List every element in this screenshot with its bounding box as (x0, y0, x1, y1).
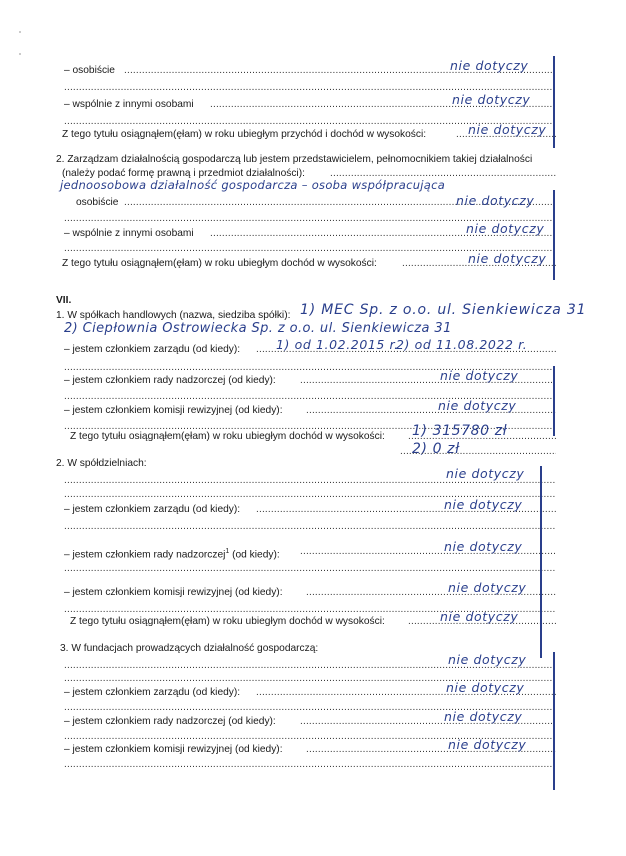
hw-dochod-2: 2) 0 zł (412, 441, 460, 457)
row-komisja-2 (0, 586, 626, 600)
dotted-line (64, 520, 556, 534)
hw-nie-dotyczy: nie dotyczy (452, 92, 531, 107)
ink-margin-line (553, 652, 555, 790)
row-komisja-1 (0, 404, 626, 418)
hw-nie-dotyczy: nie dotyczy (446, 680, 525, 695)
label-dochod: Z tego tytułu osiągnąłem(ęłam) w roku ubiegłym dochód w wysokości: (62, 258, 377, 269)
ink-margin-line (553, 190, 555, 280)
row-zarzad-2 (0, 503, 626, 517)
hw-nie-dotyczy: nie dotyczy (444, 497, 523, 512)
hw-dochod-1: 1) 315780 zł (412, 423, 508, 439)
hw-nie-dotyczy: nie dotyczy (448, 580, 527, 595)
hw-spolka-2: 2) Ciepłownia Ostrowiecka Sp. z o.o. ul. Sienkiewicza 31 (64, 321, 452, 336)
row-dochod-vii1 (0, 430, 626, 444)
row-vii-3 (0, 642, 626, 656)
hw-nie-dotyczy: nie dotyczy (444, 539, 523, 554)
hw-nie-dotyczy: nie dotyczy (450, 58, 529, 73)
hw-zarzad-od-2: 2) od 11.08.2022 r. (396, 337, 528, 352)
row-blank (0, 488, 626, 502)
hw-nie-dotyczy: nie dotyczy (438, 398, 517, 413)
hw-nie-dotyczy: nie dotyczy (448, 737, 527, 752)
scan-speck (19, 31, 21, 33)
row-blank (0, 361, 626, 375)
label-wspolnie: – wspólnie z innymi osobami (64, 99, 194, 110)
ink-margin-line (540, 466, 542, 658)
row-section-2 (0, 153, 626, 167)
row-komisja-3 (0, 743, 626, 757)
row-blank (0, 390, 626, 404)
label-wspolnie: – wspólnie z innymi osobami (64, 228, 194, 239)
hw-nie-dotyczy: nie dotyczy (456, 193, 535, 208)
hw-forma-prawna: jednoosobowa działalność gospodarcza – osoba współpracująca (60, 178, 446, 192)
row-blank (0, 672, 626, 686)
section-2-subheading: (należy podać formę prawną i przedmiot działalności): (62, 168, 305, 179)
label-rada: – jestem członkiem rady nadzorczej (od kiedy): (64, 716, 276, 727)
dotted-line (64, 758, 556, 772)
row-dochod-vii2 (0, 615, 626, 629)
row-osobiscie-1 (0, 64, 626, 78)
section-2-heading: 2. Zarządzam działalnością gospodarczą lub jestem przedstawicielem, pełnomocnikiem takiej działalności (56, 154, 533, 165)
hw-nie-dotyczy: nie dotyczy (466, 221, 545, 236)
label-osobiscie: – osobiście (64, 65, 115, 76)
hw-nie-dotyczy: nie dotyczy (468, 251, 547, 266)
row-blank (0, 81, 626, 95)
row-vii-2 (0, 457, 626, 471)
dotted-line (306, 404, 556, 418)
row-rada-1 (0, 374, 626, 388)
row-blank (0, 474, 626, 488)
label-dochod: Z tego tytułu osiągnąłem(ęłam) w roku ubiegłym dochód w wysokości: (70, 616, 385, 627)
hw-nie-dotyczy: nie dotyczy (468, 122, 547, 137)
hw-nie-dotyczy: nie dotyczy (444, 709, 523, 724)
vii-2-heading: 2. W spółdzielniach: (56, 458, 147, 469)
hw-nie-dotyczy: nie dotyczy (440, 609, 519, 624)
row-blank (0, 520, 626, 534)
row-wspolnie-1 (0, 98, 626, 112)
label-osobiscie: osobiście (76, 197, 119, 208)
label-zarzad: – jestem członkiem zarządu (od kiedy): (64, 687, 241, 698)
row-blank (0, 659, 626, 673)
vii-3-heading: 3. W fundacjach prowadzących działalność gospodarczą: (60, 643, 319, 654)
label-komisja: – jestem członkiem komisji rewizyjnej (od kiedy): (64, 744, 283, 755)
label-zarzad: – jestem członkiem zarządu (od kiedy): (64, 504, 241, 515)
label-przychod: Z tego tytułu osiągnąłem(ęłam) w roku ubiegłym przychód i dochód w wysokości: (62, 129, 427, 140)
label-komisja: – jestem członkiem komisji rewizyjnej (od kiedy): (64, 587, 283, 598)
row-blank (0, 562, 626, 576)
row-blank (0, 758, 626, 772)
hw-nie-dotyczy: nie dotyczy (448, 652, 527, 667)
label-zarzad: – jestem członkiem zarządu (od kiedy): (64, 344, 241, 355)
vii-1-heading: 1. W spółkach handlowych (nazwa, siedziba spółki): (56, 310, 291, 321)
label-komisja: – jestem członkiem komisji rewizyjnej (od kiedy): (64, 405, 283, 416)
row-rada-3 (0, 715, 626, 729)
label-rada (64, 545, 280, 562)
label-rada-text: – jestem członkiem rady nadzorczej (64, 549, 226, 561)
row-blank (0, 730, 626, 744)
scan-speck (19, 53, 21, 55)
label-dochod: Z tego tytułu osiągnąłem(ęłam) w roku ubiegłym dochód w wysokości: (70, 431, 385, 442)
hw-spolka-1: 1) MEC Sp. z o.o. ul. Sienkiewicza 31 (300, 302, 587, 318)
hw-nie-dotyczy: nie dotyczy (446, 466, 525, 481)
dotted-line (64, 659, 556, 673)
dotted-line (64, 562, 556, 576)
ink-margin-line (553, 56, 555, 148)
row-zarzad-3 (0, 686, 626, 700)
section-vii-heading: VII. (56, 295, 72, 306)
row-blank (0, 701, 626, 715)
hw-nie-dotyczy: nie dotyczy (440, 368, 519, 383)
hw-zarzad-od-1: 1) od 1.02.2015 r. (276, 337, 399, 352)
dotted-line (64, 474, 556, 488)
label-rada-tail: (od kiedy): (229, 549, 280, 561)
footnote-marker: 1 (225, 548, 230, 555)
label-rada: – jestem członkiem rady nadzorczej (od kiedy): (64, 375, 276, 386)
row-rada-2 (0, 545, 626, 559)
ink-margin-line (553, 366, 555, 436)
